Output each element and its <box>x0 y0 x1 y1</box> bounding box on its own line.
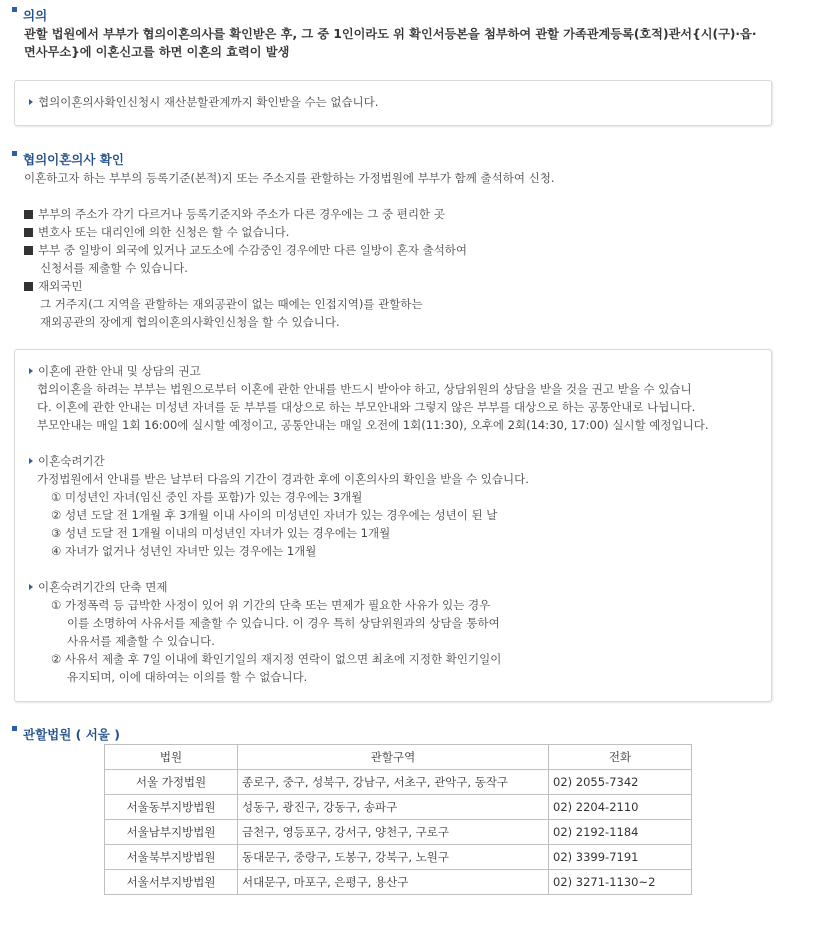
confirm-item-2 <box>24 223 289 241</box>
note-text: 협의이혼의사확인신청시 재산분할관계까지 확인받을 수는 없습니다. <box>38 95 379 109</box>
reduce-line-5: 유지되며, 이에 대하여는 이의를 할 수 없습니다. <box>67 670 308 684</box>
note-box <box>14 80 772 126</box>
confirm-item-3-cont: 신청서를 제출할 수 있습니다. <box>40 261 188 275</box>
court-phone: 02) 2055-7342 <box>549 770 692 795</box>
court-name: 서울남부지방법원 <box>105 820 238 845</box>
court-phone: 02) 2192-1184 <box>549 820 692 845</box>
section-title-text: 관할법원 ( 서울 ) <box>23 727 120 742</box>
table-row <box>105 870 692 895</box>
arrow-bullet-icon <box>29 99 33 105</box>
reduce-line-1: ① 가정폭력 등 급박한 사정이 있어 위 기간의 단축 또는 면제가 필요한 사유가 있는 경우 <box>51 598 491 612</box>
header-area: 관할구역 <box>238 745 549 770</box>
arrow-bullet-icon <box>29 368 33 374</box>
period-item-2: ② 성년 도달 전 1개월 후 3개월 이내 사이의 미성년인 자녀가 있는 경우에는 성년이 된 날 <box>51 508 498 522</box>
square-bullet-icon <box>24 228 33 237</box>
reduce-line-2: 이를 소명하여 사유서를 제출할 수 있습니다. 이 경우 특히 상담위원과의 상담을 통하여 <box>67 616 500 630</box>
court-area: 종로구, 중구, 성북구, 강남구, 서초구, 관악구, 동작구 <box>238 770 549 795</box>
court-area: 금천구, 영등포구, 강서구, 양천구, 구로구 <box>238 820 549 845</box>
period-item-3: ③ 성년 도달 전 1개월 이내의 미성년인 자녀가 있는 경우에는 1개월 <box>51 526 391 540</box>
table-row <box>105 845 692 870</box>
meaning-line-2: 면사무소}에 이혼신고를 하면 이혼의 효력이 발생 <box>24 45 290 59</box>
guide-title-text: 이혼에 관한 안내 및 상담의 권고 <box>38 364 201 378</box>
court-name: 서울북부지방법원 <box>105 845 238 870</box>
reduce-title-text: 이혼숙려기간의 단축 면제 <box>38 580 168 594</box>
guide-title <box>29 362 201 380</box>
reduce-line-4: ② 사유서 제출 후 7일 이내에 확인기일의 재지정 연락이 없으면 최초에 지정한 확인기일이 <box>51 652 502 666</box>
confirm-item-text: 변호사 또는 대리인에 의한 신청은 할 수 없습니다. <box>38 225 290 239</box>
court-area: 동대문구, 중랑구, 도봉구, 강북구, 노원구 <box>238 845 549 870</box>
section-bullet-icon <box>12 7 17 12</box>
info-box <box>14 349 772 702</box>
period-title-text: 이혼숙려기간 <box>38 454 105 468</box>
confirm-item-text: 부부의 주소가 각기 다르거나 등록기준지와 주소가 다른 경우에는 그 중 편리한 곳 <box>38 207 445 221</box>
reduce-line-3: 사유서를 제출할 수 있습니다. <box>67 634 215 648</box>
court-phone: 02) 3271-1130~2 <box>549 870 692 895</box>
square-bullet-icon <box>24 246 33 255</box>
table-header-row <box>105 745 692 770</box>
court-area: 서대문구, 마포구, 은평구, 용산구 <box>238 870 549 895</box>
court-phone: 02) 3399-7191 <box>549 845 692 870</box>
header-court: 법원 <box>105 745 238 770</box>
section-bullet-icon <box>12 726 17 731</box>
confirm-intro: 이혼하고자 하는 부부의 등록기준(본적)지 또는 주소지를 관할하는 가정법원에 부부가 함께 출석하여 신청. <box>24 171 555 185</box>
arrow-bullet-icon <box>29 584 33 590</box>
section-title-confirm <box>12 150 124 168</box>
confirm-item-1 <box>24 205 445 223</box>
header-phone: 전화 <box>549 745 692 770</box>
confirm-item-text: 재외국민 <box>38 279 83 293</box>
reduce-title <box>29 578 168 596</box>
section-bullet-icon <box>12 151 17 156</box>
court-name: 서울서부지방법원 <box>105 870 238 895</box>
confirm-item-4-line-2: 그 거주지(그 지역을 관할하는 재외공관이 없는 때에는 인접지역)를 관할하는 <box>40 297 423 311</box>
section-title-meaning <box>12 6 47 24</box>
table-row <box>105 820 692 845</box>
square-bullet-icon <box>24 282 33 291</box>
section-title-courts <box>12 725 120 743</box>
courts-table <box>104 744 692 895</box>
confirm-item-3 <box>24 241 467 259</box>
guide-line-1: 협의이혼을 하려는 부부는 법원으로부터 이혼에 관한 안내를 반드시 받아야 하고, 상담위원의 상담을 받을 것을 권고 받을 수 있습니 <box>37 382 692 396</box>
meaning-line-1: 관할 법원에서 부부가 협의이혼의사를 확인받은 후, 그 중 1인이라도 위 확인서등본을 첨부하여 관할 가족관계등록(호적)관서{시(구)·읍· <box>24 27 757 41</box>
court-name: 서울 가정법원 <box>105 770 238 795</box>
period-title <box>29 452 105 470</box>
table-row <box>105 770 692 795</box>
confirm-item-text: 부부 중 일방이 외국에 있거나 교도소에 수감중인 경우에만 다른 일방이 혼자 출석하여 <box>38 243 468 257</box>
guide-line-2: 다. 이혼에 관한 안내는 미성년 자녀를 둔 부부를 대상으로 하는 부모안내와 그렇지 않은 부부를 대상으로 하는 공통안내로 나뉩니다. <box>37 400 696 414</box>
court-area: 성동구, 광진구, 강동구, 송파구 <box>238 795 549 820</box>
square-bullet-icon <box>24 210 33 219</box>
court-name: 서울동부지방법원 <box>105 795 238 820</box>
section-title-text: 협의이혼의사 확인 <box>23 152 124 167</box>
guide-line-3: 부모안내는 매일 1회 16:00에 실시할 예정이고, 공통안내는 매일 오전에 1회(11:30), 오후에 2회(14:30, 17:00) 실시할 예정입니다. <box>37 418 709 432</box>
note-line <box>29 93 378 111</box>
period-intro: 가정법원에서 안내를 받은 날부터 다음의 기간이 경과한 후에 이혼의사의 확인을 받을 수 있습니다. <box>37 472 529 486</box>
confirm-item-4-line-3: 재외공관의 장에게 협의이혼의사확인신청을 할 수 있습니다. <box>40 315 340 329</box>
confirm-item-4 <box>24 277 82 295</box>
period-item-4: ④ 자녀가 없거나 성년인 자녀만 있는 경우에는 1개월 <box>51 544 317 558</box>
court-phone: 02) 2204-2110 <box>549 795 692 820</box>
arrow-bullet-icon <box>29 458 33 464</box>
period-item-1: ① 미성년인 자녀(임신 중인 자를 포함)가 있는 경우에는 3개월 <box>51 490 363 504</box>
section-title-text: 의의 <box>23 8 48 23</box>
table-row <box>105 795 692 820</box>
